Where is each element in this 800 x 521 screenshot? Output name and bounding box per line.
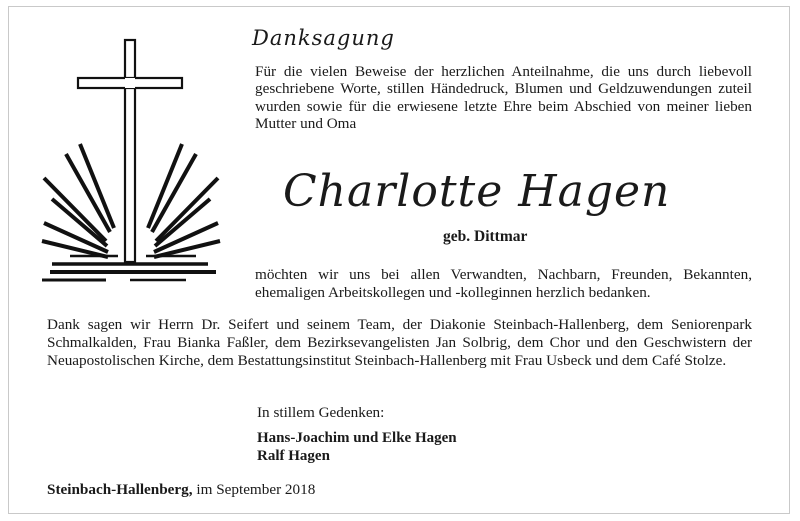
date: im September 2018: [196, 481, 316, 498]
intro-text: Für die vielen Beweise der herzlichen Anteilnahme, die uns durch liebevoll geschriebene Worte, stillen Händedruck, Blumen und Geldzuwendungen zuteil wurden sowie für die erwiesene letzte Ehre beim Abschied von meiner lieben Mutter und Oma: [255, 63, 752, 133]
maiden-name: geb. Dittmar: [443, 228, 528, 245]
place: Steinbach-Hallenberg,: [47, 481, 193, 498]
cross-sunrise-icon: [36, 36, 226, 286]
thanks-others-text: Dank sagen wir Herrn Dr. Seifert und seinem Team, der Diakonie Steinbach-Hallenberg, dem Seniorenpark Schmalkalden, Frau Bianka Faßler, dem Bezirksevangelisten Jan Solbrig, dem Chor und den Geschwistern der Neuapostolischen Kirche, dem Bestattungsinstitut Steinbach-Hallenberg mit Frau Usbeck und dem Café Stolze.: [47, 316, 752, 370]
thanks-relatives-text: möchten wir uns bei allen Verwandten, Nachbarn, Freunden, Bekannten, ehemaligen Arbeitskollegen und -kolleginnen herzlich bedanken.: [255, 266, 752, 301]
signatory-1: Hans-Joachim und Elke Hagen: [257, 430, 457, 446]
notice-heading: Danksagung: [252, 26, 395, 50]
place-date-line: [47, 481, 315, 499]
signatories: [257, 429, 457, 465]
in-memory-line: In stillem Gedenken:: [257, 404, 385, 421]
deceased-name: Charlotte Hagen: [283, 166, 671, 217]
signatory-2: Ralf Hagen: [257, 448, 330, 464]
